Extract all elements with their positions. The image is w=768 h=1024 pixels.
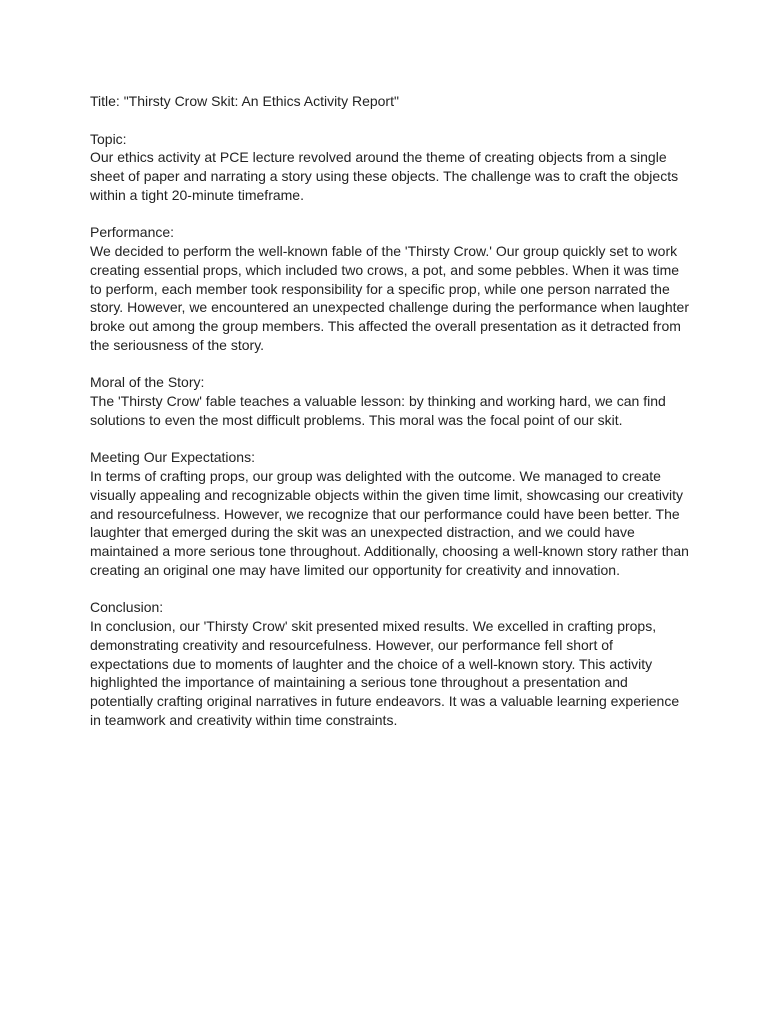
section-heading: Performance: <box>90 224 175 241</box>
section-topic <box>90 130 690 205</box>
section-moral <box>90 373 690 429</box>
section-heading: Moral of the Story: <box>90 374 205 391</box>
section-expectations <box>90 448 690 579</box>
section-conclusion <box>90 598 690 729</box>
section-body: In terms of crafting props, our group was delighted with the outcome. We managed to create visually appealing and recognizable objects within the given time limit, showcasing our creativity and resourcefulness. However, we recognize that our performance could have been better. The laughter that emerged during the skit was an unexpected distraction, and we could have maintained a more serious tone throughout. Additionally, choosing a well-known story rather than creating an original one may have limited our opportunity for creativity and innovation. <box>90 468 689 578</box>
section-body: In conclusion, our 'Thirsty Crow' skit presented mixed results. We excelled in crafting props, demonstrating creativity and resourcefulness. However, our performance fell short of expectations due to moments of laughter and the choice of a well-known story. This activity highlighted the importance of maintaining a serious tone throughout a presentation and potentially crafting original narratives in future endeavors. It was a valuable learning experience in teamwork and creativity within time constraints. <box>90 618 680 728</box>
section-body: We decided to perform the well-known fable of the 'Thirsty Crow.' Our group quickly set to work creating essential props, which included two crows, a pot, and some pebbles. When it was time to perform, each member took responsibility for a specific prop, while one person narrated the story. However, we encountered an unexpected challenge during the performance when laughter broke out among the group members. This affected the overall presentation as it detracted from the seriousness of the story. <box>90 243 690 353</box>
section-heading: Meeting Our Expectations: <box>90 449 255 466</box>
section-heading: Topic: <box>90 130 127 147</box>
section-body: The 'Thirsty Crow' fable teaches a valuable lesson: by thinking and working hard, we can find solutions to even the most difficult problems. This moral was the focal point of our skit. <box>90 393 666 428</box>
section-performance <box>90 223 690 354</box>
section-heading: Conclusion: <box>90 599 164 616</box>
document-title: Title: "Thirsty Crow Skit: An Ethics Activity Report" <box>90 93 399 109</box>
document-page <box>90 92 690 748</box>
section-body: Our ethics activity at PCE lecture revolved around the theme of creating objects from a single sheet of paper and narrating a story using these objects. The challenge was to craft the objects within a tight 20-minute timeframe. <box>90 149 679 203</box>
